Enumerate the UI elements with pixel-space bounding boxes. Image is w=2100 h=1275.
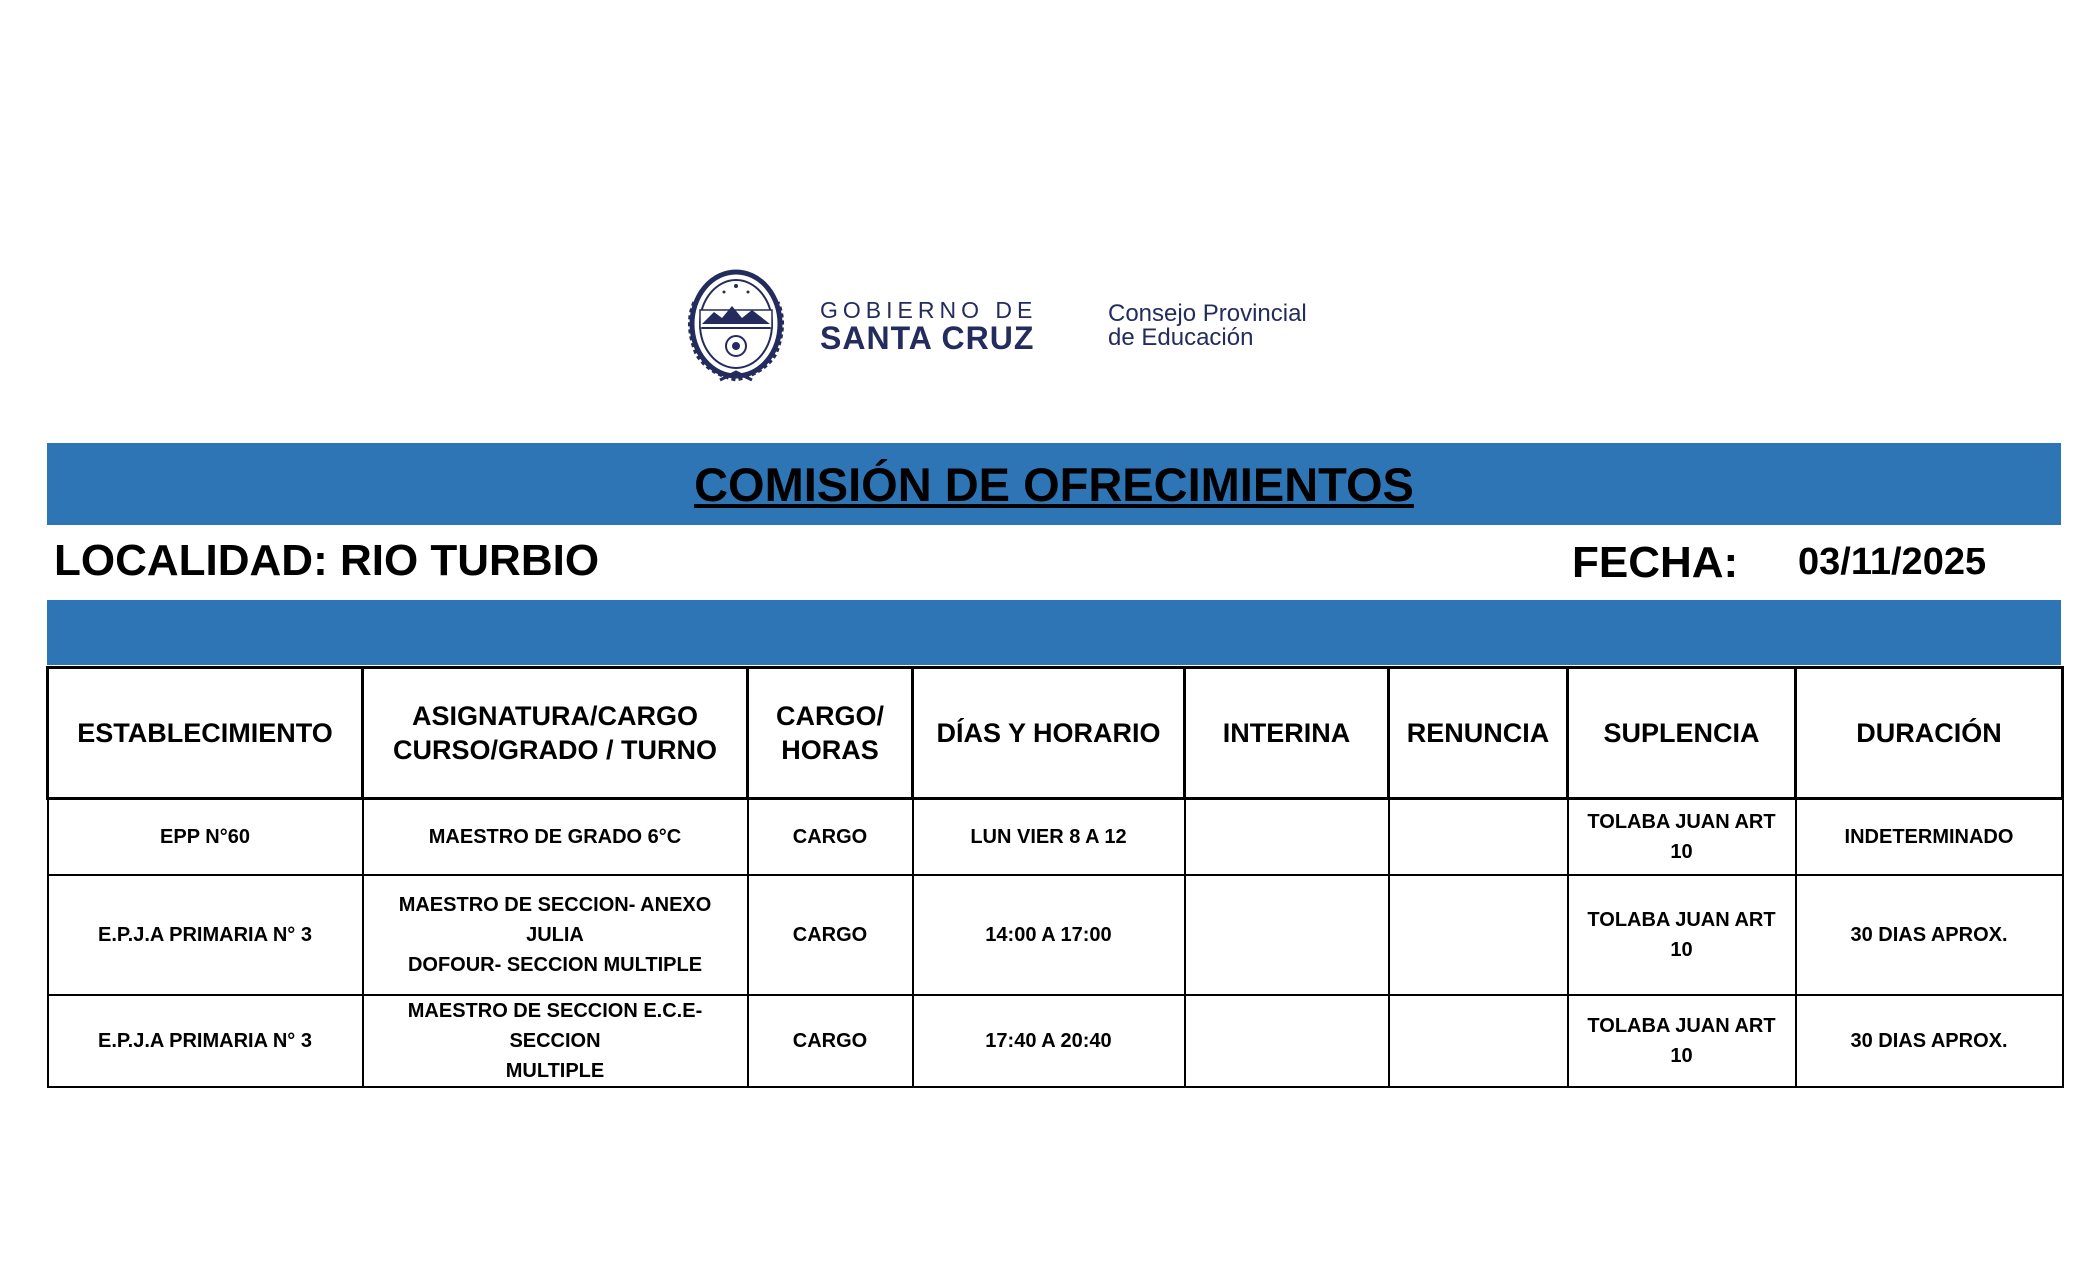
cell-asignatura: MAESTRO DE GRADO 6°C xyxy=(363,799,748,876)
cell-asignatura: MAESTRO DE SECCION E.C.E- SECCION MULTIPLE xyxy=(363,995,748,1087)
cell-establecimiento: EPP N°60 xyxy=(48,799,363,876)
cell-duracion: INDETERMINADO xyxy=(1796,799,2063,876)
column-header-suplencia: SUPLENCIA xyxy=(1568,668,1796,799)
cell-cargo: CARGO xyxy=(748,875,913,995)
page-title: COMISIÓN DE OFRECIMIENTOS xyxy=(694,457,1414,511)
column-header-cargo-horas: CARGO/ HORAS xyxy=(748,668,913,799)
date-value: 03/11/2025 xyxy=(1798,541,1987,583)
province-seal-icon xyxy=(680,262,792,386)
cell-establecimiento: E.P.J.A PRIMARIA N° 3 xyxy=(48,875,363,995)
column-header-establecimiento: ESTABLECIMIENTO xyxy=(48,668,363,799)
separator-band xyxy=(47,600,2061,665)
council-line-2: de Educación xyxy=(1108,324,1254,351)
locality-label: LOCALIDAD: RIO TURBIO xyxy=(54,536,600,585)
table-row xyxy=(48,799,2063,876)
council-wordmark xyxy=(1108,302,1307,350)
cell-suplencia: TOLABA JUAN ART 10 xyxy=(1568,995,1796,1087)
table-row xyxy=(48,995,2063,1087)
council-line-1: Consejo Provincial xyxy=(1108,300,1307,327)
cell-establecimiento: E.P.J.A PRIMARIA N° 3 xyxy=(48,995,363,1087)
cell-cargo: CARGO xyxy=(748,995,913,1087)
offers-table xyxy=(46,666,2064,1088)
cell-renuncia xyxy=(1389,799,1568,876)
cell-renuncia xyxy=(1389,995,1568,1087)
date-label: FECHA: xyxy=(1572,538,1739,587)
cell-suplencia: TOLABA JUAN ART 10 xyxy=(1568,799,1796,876)
cell-suplencia: TOLABA JUAN ART 10 xyxy=(1568,875,1796,995)
cell-cargo: CARGO xyxy=(748,799,913,876)
government-line-2: SANTA CRUZ xyxy=(820,320,1035,356)
cell-interina xyxy=(1185,875,1389,995)
cell-horario: 14:00 A 17:00 xyxy=(913,875,1185,995)
column-header-renuncia: RENUNCIA xyxy=(1389,668,1568,799)
cell-interina xyxy=(1185,799,1389,876)
table-header-row xyxy=(48,668,2063,799)
header-logo xyxy=(680,262,1360,392)
column-header-interina: INTERINA xyxy=(1185,668,1389,799)
cell-duracion: 30 DIAS APROX. xyxy=(1796,995,2063,1087)
column-header-dias-horario: DÍAS Y HORARIO xyxy=(913,668,1185,799)
column-header-asignatura: ASIGNATURA/CARGO CURSO/GRADO / TURNO xyxy=(363,668,748,799)
column-header-duracion: DURACIÓN xyxy=(1796,668,2063,799)
cell-duracion: 30 DIAS APROX. xyxy=(1796,875,2063,995)
cell-asignatura: MAESTRO DE SECCION- ANEXO JULIA DOFOUR- SECCION MULTIPLE xyxy=(363,875,748,995)
table-row xyxy=(48,875,2063,995)
cell-horario: LUN VIER 8 A 12 xyxy=(913,799,1185,876)
cell-interina xyxy=(1185,995,1389,1087)
government-line-1: GOBIERNO DE xyxy=(820,297,1038,323)
cell-renuncia xyxy=(1389,875,1568,995)
government-wordmark xyxy=(820,298,1037,354)
cell-horario: 17:40 A 20:40 xyxy=(913,995,1185,1087)
